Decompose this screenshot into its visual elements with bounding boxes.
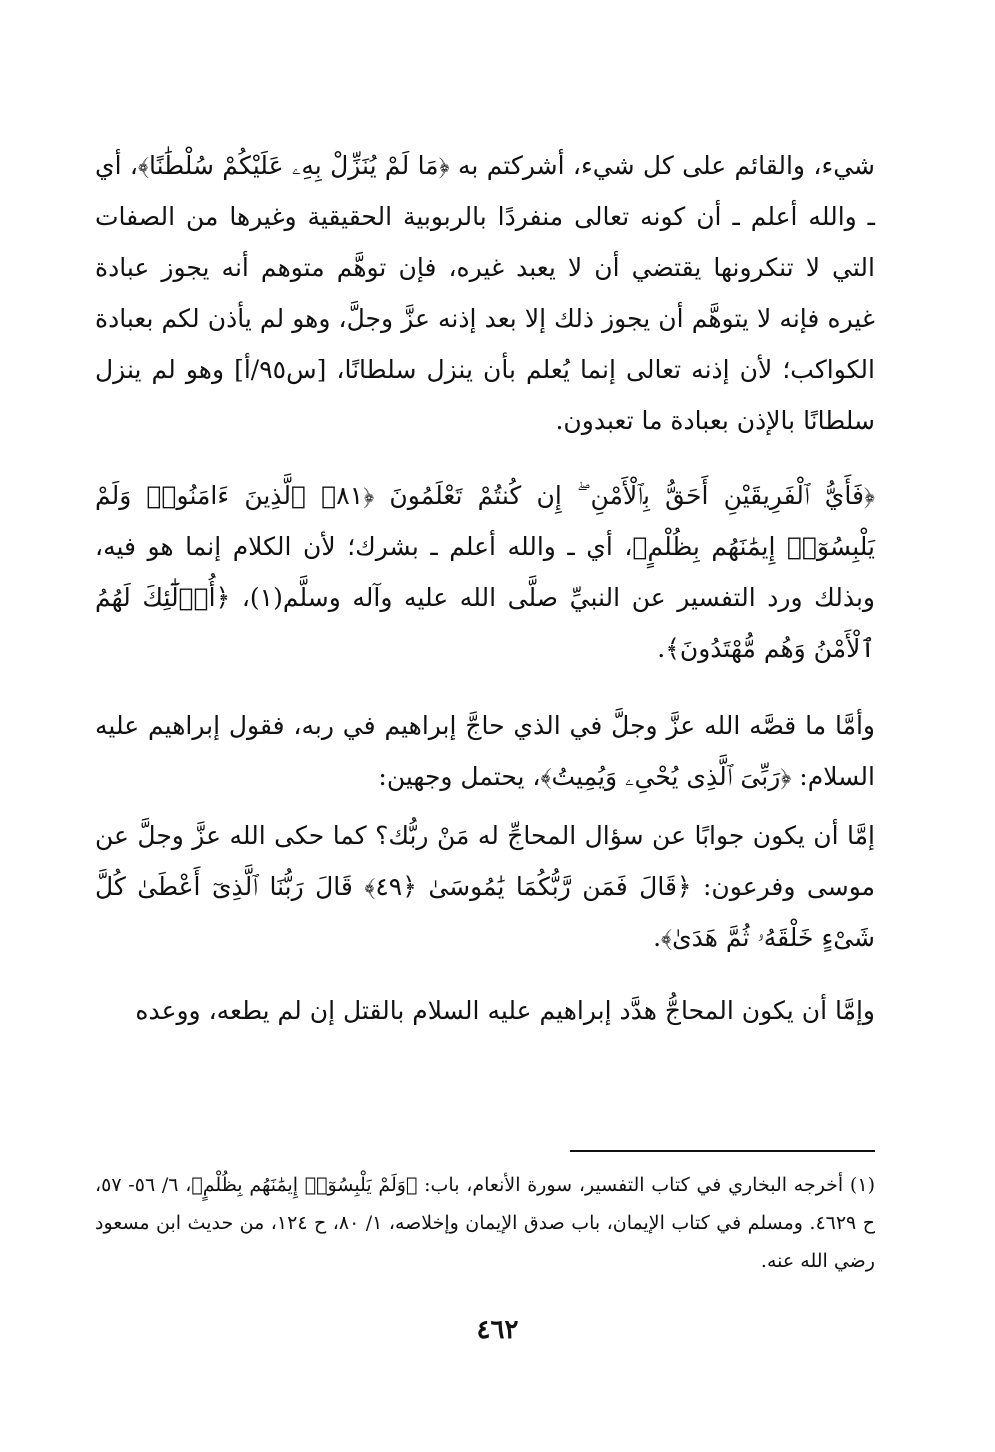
paragraph-1: شيء، والقائم على كل شيء، أشركتم به ﴿مَا لَمْ يُنَزِّلْ بِهِۦ عَلَيْكُمْ سُلْطَٰنًا﴾، أي ـ والله أعلم ـ أن كونه تعالى منفردًا بالربوبية الحقيقية وغيرها من الصفات التي لا تنكرونها يقتضي أن لا يعبد غيره، فإن توهَّم متوهم أنه يجوز عبادة غيره فإنه لا يتوهَّم أن يجوز ذلك إلا بعد إذنه عزَّ وجلَّ، وهو لم يأذن لكم بعبادة الكواكب؛ لأن إذنه تعالى إنما يُعلم بأن ينزل سلطانًا، [س٩٥/أ] وهو لم ينزل سلطانًا بالإذن بعبادة ما تعبدون. [95, 151, 875, 435]
footnote-1: (١) أخرجه البخاري في كتاب التفسير، سورة الأنعام، باب: ﴿وَلَمْ يَلْبِسُوٓا۟ إِيمَٰنَهُم بِظُلْمٍ﴾، ٦/ ٥٦- ٥٧، ح ٤٦٢٩. ومسلم في كتاب الإيمان، باب صدق الإيمان وإخلاصه، ١/ ٨٠، ح ١٢٤، من حديث ابن مسعود رضي الله عنه. [95, 1174, 875, 1272]
footnotes [95, 1166, 875, 1280]
main-text [95, 140, 875, 1036]
page-number: ٤٦٢ [476, 1315, 519, 1345]
paragraph-2: ﴿فَأَيُّ ٱلْفَرِيقَيْنِ أَحَقُّ بِٱلْأَمْنِ ۖ إِن كُنتُمْ تَعْلَمُونَ ﴿٨١﴾ ٱلَّذِينَ ءَامَنُوا۟ وَلَمْ يَلْبِسُوٓا۟ إِيمَٰنَهُم بِظُلْمٍ﴾، أي ـ والله أعلم ـ بشرك؛ لأن الكلام إنما هو فيه، وبذلك ورد التفسير عن النبيِّ صلَّى الله عليه وآله وسلَّم(١)، ﴿أُو۟لَٰٓئِكَ لَهُمُ ٱلْأَمْنُ وَهُم مُّهْتَدُونَ﴾. [95, 481, 875, 663]
footnote-divider [570, 1150, 875, 1152]
paragraph-5: وإمَّا أن يكون المحاجُّ هدَّد إبراهيم عليه السلام بالقتل إن لم يطعه، ووعده [135, 996, 875, 1025]
paragraph-4: إمَّا أن يكون جوابًا عن سؤال المحاجِّ له مَنْ ربُّك؟ كما حكى الله عزَّ وجلَّ عن موسى وفرعون: ﴿قَالَ فَمَن رَّبُّكُمَا يَٰمُوسَىٰ ﴿٤٩﴾ قَالَ رَبُّنَا ٱلَّذِىٓ أَعْطَىٰ كُلَّ شَىْءٍ خَلْقَهُۥ ثُمَّ هَدَىٰ﴾. [95, 821, 875, 952]
paragraph-3: وأمَّا ما قصَّه الله عزَّ وجلَّ في الذي حاجَّ إبراهيم في ربه، فقول إبراهيم عليه السلام: ﴿رَبِّىَ ٱلَّذِى يُحْىِۦ وَيُمِيتُ﴾، يحتمل وجهين: [95, 711, 875, 791]
